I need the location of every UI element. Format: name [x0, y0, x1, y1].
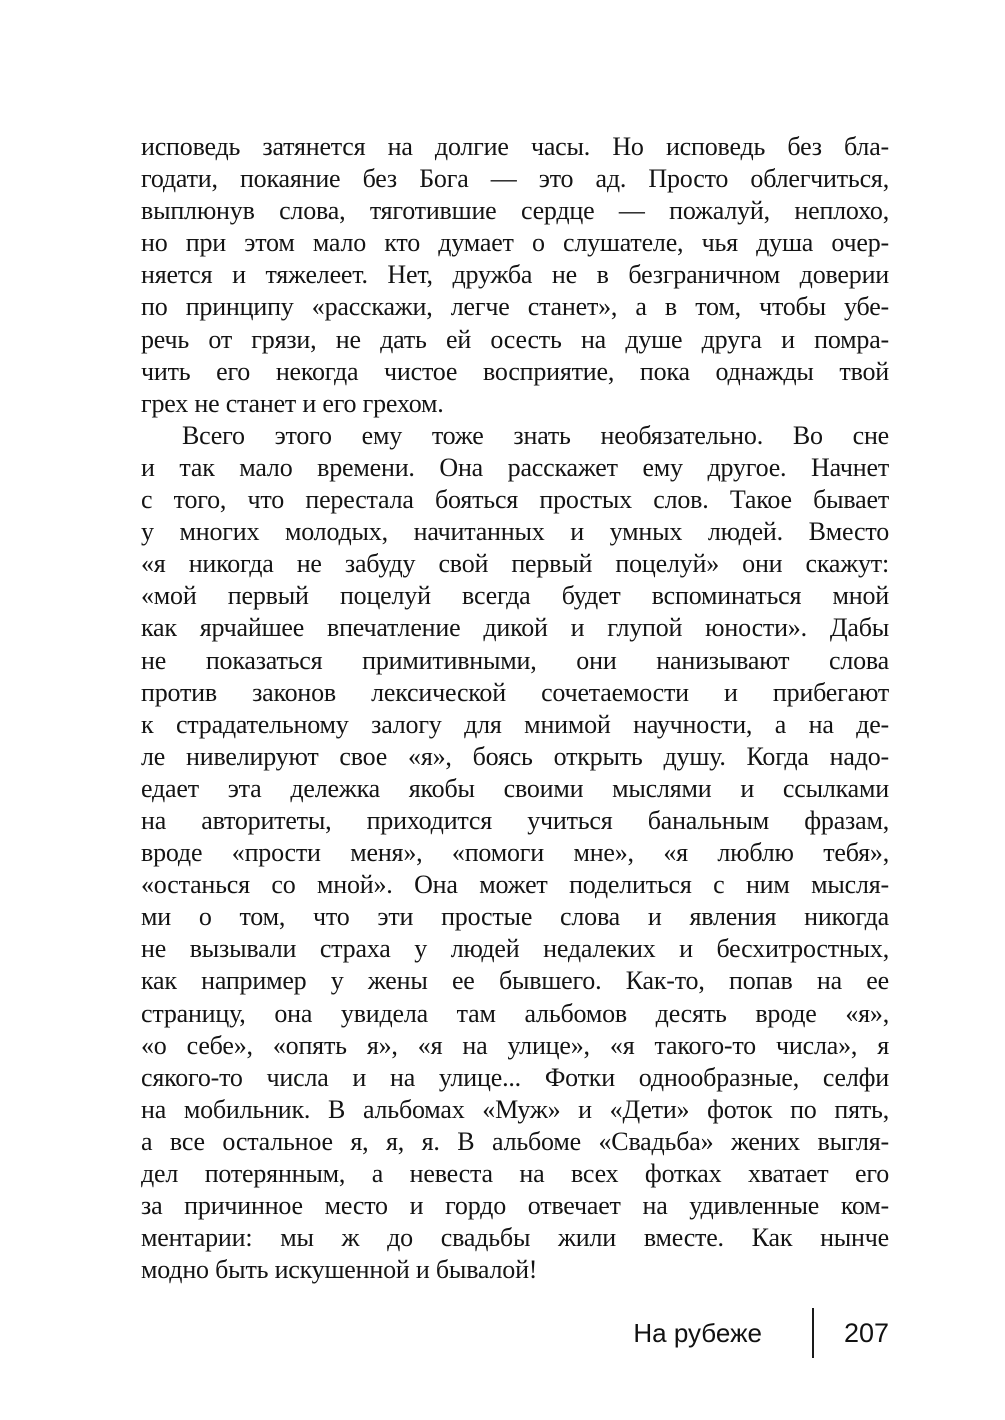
page-text [141, 131, 889, 1286]
text-line: Всего этого ему тоже знать необязательно. Во сне [182, 420, 889, 450]
page-number: 207 [843, 1317, 889, 1348]
text-line: как ярчайшее впечатление дикой и глупой юности». Дабы [141, 613, 889, 643]
text-line: няется и тяжелеет. Нет, дружба не в безграничном доверии [141, 260, 889, 290]
text-line: и так мало времени. Она расскажет ему другое. Начнет [141, 452, 889, 482]
text-line: за причинное место и гордо отвечает на удивленные ком- [141, 1191, 889, 1221]
text-line: страницу, она увидела там альбомов десять вроде «я», [141, 998, 889, 1028]
text-line: на мобильник. В альбомах «Муж» и «Дети» фоток по пять, [141, 1094, 889, 1124]
text-line: «о себе», «опять я», «я на улице», «я такого-то числа», я [141, 1030, 889, 1060]
paragraph [141, 420, 889, 1287]
page-footer [141, 1308, 889, 1358]
paragraph [141, 131, 889, 420]
text-line: против законов лексической сочетаемости и прибегают [141, 677, 889, 707]
running-title: На рубеже [633, 1317, 762, 1348]
text-line: едает эта дележка якобы своими мыслями и ссылками [141, 773, 889, 803]
text-line: дел потерянным, а невеста на всех фотках хватает его [141, 1159, 889, 1188]
text-line: грех не станет и его грехом. [141, 388, 444, 418]
text-line: с того, что перестала бояться простых слов. Такое бывает [141, 485, 889, 515]
text-line: ми о том, что эти простые слова и явления никогда [141, 902, 889, 932]
text-line: годати, покаяние без Бога — это ад. Просто облегчиться, [141, 164, 889, 194]
footer-divider [812, 1308, 814, 1358]
text-line: как например у жены ее бывшего. Как-то, попав на ее [141, 966, 889, 996]
text-line: у многих молодых, начитанных и умных людей. Вместо [141, 517, 889, 547]
text-line: а все остальное я, я, я. В альбоме «Свадьба» жених выгля- [141, 1126, 889, 1156]
text-line: вроде «прости меня», «помоги мне», «я люблю тебя», [141, 838, 889, 868]
text-line: чить его некогда чистое восприятие, пока однажды твой [141, 356, 889, 386]
text-line: не показаться примитивными, они нанизывают слова [141, 645, 889, 675]
text-line: по принципу «расскажи, легче станет», а в том, чтобы убе- [141, 292, 889, 322]
text-line: модно быть искушенной и бывалой! [141, 1255, 538, 1285]
text-line: «останься со мной». Она может поделиться с ним мысля- [141, 870, 889, 900]
text-line: к страдательному залогу для мнимой научности, а на де- [141, 709, 889, 739]
text-line: выплюнув слова, тяготившие сердце — пожалуй, неплохо, [141, 196, 889, 226]
text-line: но при этом мало кто думает о слушателе, чья душа очер- [141, 228, 889, 258]
text-line: сякого-то числа и на улице... Фотки однообразные, селфи [141, 1062, 889, 1092]
text-line: исповедь затянется на долгие часы. Но исповедь без бла- [141, 132, 889, 161]
text-line: речь от грязи, не дать ей осесть на душе друга и помра- [141, 324, 889, 354]
text-line: ментарии: мы ж до свадьбы жили вместе. Как нынче [141, 1223, 889, 1253]
text-line: «мой первый поцелуй всегда будет вспоминаться мной [141, 581, 889, 611]
text-line: ле нивелируют свое «я», боясь открыть душу. Когда надо- [141, 741, 889, 771]
text-line: на авторитеты, приходится учиться банальным фразам, [141, 805, 889, 835]
text-line: не вызывали страха у людей недалеких и бесхитростных, [141, 934, 889, 964]
text-line: «я никогда не забуду свой первый поцелуй» они скажут: [141, 549, 889, 579]
